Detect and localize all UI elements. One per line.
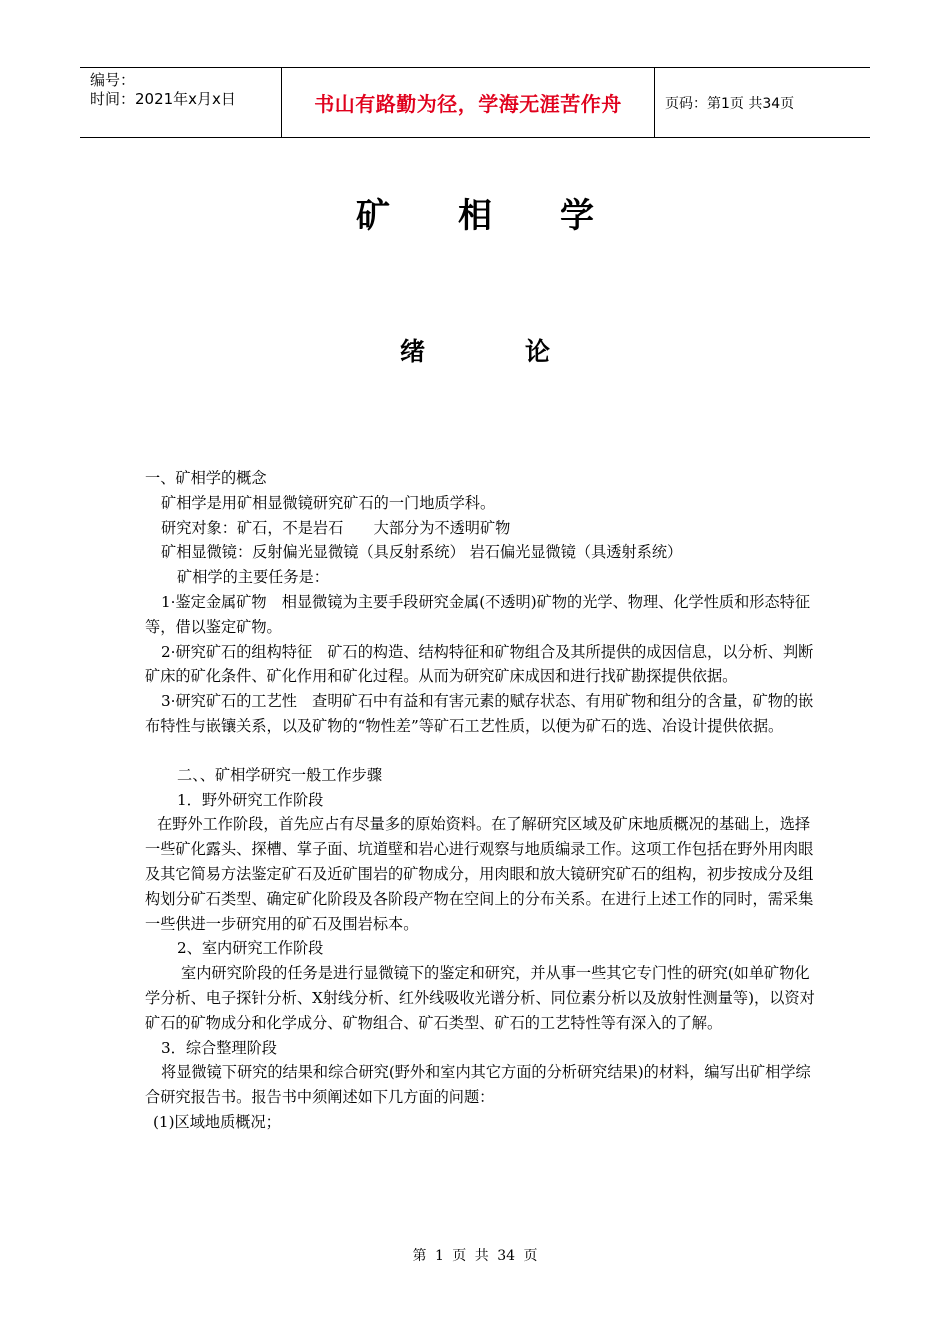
paragraph: 室内研究阶段的任务是进行显微镜下的鉴定和研究，并从事一些其它专门性的研究(如单矿物化学分析、电子探针分析、X射线分析、红外线吸收光谱分析、同位素分析以及放射性测量等)，以资对矿石的矿物成分和化学成分、矿物组合、矿石类型、矿石的工艺特性等有深入的了解。: [145, 964, 815, 1032]
header-meta: [80, 68, 282, 137]
section-heading: 二、、矿相学研究一般工作步骤: [177, 765, 383, 784]
document-title: 矿相学: [356, 196, 662, 236]
list-item: (1)区域地质概况；: [153, 1112, 281, 1131]
task-item: 1·鉴定金属矿物 相显微镜为主要手段研究金属(不透明)矿物的光学、物理、化学性质和形态特征等，借以鉴定矿物。: [145, 592, 811, 636]
chapter-title: 绪论: [399, 337, 650, 366]
document-header: [80, 67, 870, 138]
paragraph: 研究对象：矿石，不是岩石 大部分为不透明矿物: [161, 518, 511, 537]
paragraph: 矿相学的主要任务是：: [177, 568, 329, 587]
document-body: [145, 466, 815, 1135]
time-label: 时间：2021年x月x日: [90, 90, 236, 108]
task-item: 2·研究矿石的组构特征 矿石的构造、结构特征和矿物组合及其所提供的成因信息，以分析、判断矿床的矿化条件、矿化作用和矿化过程。从而为研究矿床成因和进行找矿勘探提供依据。: [145, 642, 814, 686]
step-title: 2、室内研究工作阶段: [177, 939, 324, 958]
task-item: 3·研究矿石的工艺性 查明矿石中有益和有害元素的赋存状态、有用矿物和组分的含量，矿物的嵌布特性与嵌镶关系，以及矿物的“物性差”等矿石工艺性质，以便为矿石的选、冶设计提供依据。: [145, 692, 814, 735]
step-title: 1．野外研究工作阶段: [177, 790, 324, 809]
section-heading: 一、矿相学的概念: [145, 469, 267, 487]
paragraph: 将显微镜下研究的结果和综合研究(野外和室内其它方面的分析研究结果)的材料，编写出矿相学综合研究报告书。报告书中须阐述如下几方面的问题：: [145, 1063, 811, 1107]
header-motto: 书山有路勤为径，学海无涯苦作舟: [282, 68, 655, 137]
step-title: 3．综合整理阶段: [161, 1038, 277, 1057]
paragraph: 在野外工作阶段，首先应占有尽量多的原始资料。在了解研究区域及矿床地质概况的基础上，选择一些矿化露头、探槽、掌子面、坑道壁和岩心进行观察与地质编录工作。这项工作包括在野外用肉眼及其它简易方法鉴定矿石及近矿围岩的矿物成分，用肉眼和放大镜研究矿石的组构，初步按成分及组构划分矿石类型、确定矿化阶段及各阶段产物在空间上的分布关系。在进行上述工作的同时，需采集一些供进一步研究用的矿石及围岩标本。: [145, 815, 814, 933]
paragraph: 矿相学是用矿相显微镜研究矿石的一门地质学科。: [161, 493, 496, 512]
page-footer: 第 1 页 共 34 页: [412, 1248, 538, 1264]
header-page-info: 页码：第1页 共34页: [665, 95, 795, 112]
number-label: 编号：: [90, 71, 136, 89]
paragraph: 矿相显微镜：反射偏光显微镜（具反射系统） 岩石偏光显微镜（具透射系统）: [161, 543, 683, 562]
